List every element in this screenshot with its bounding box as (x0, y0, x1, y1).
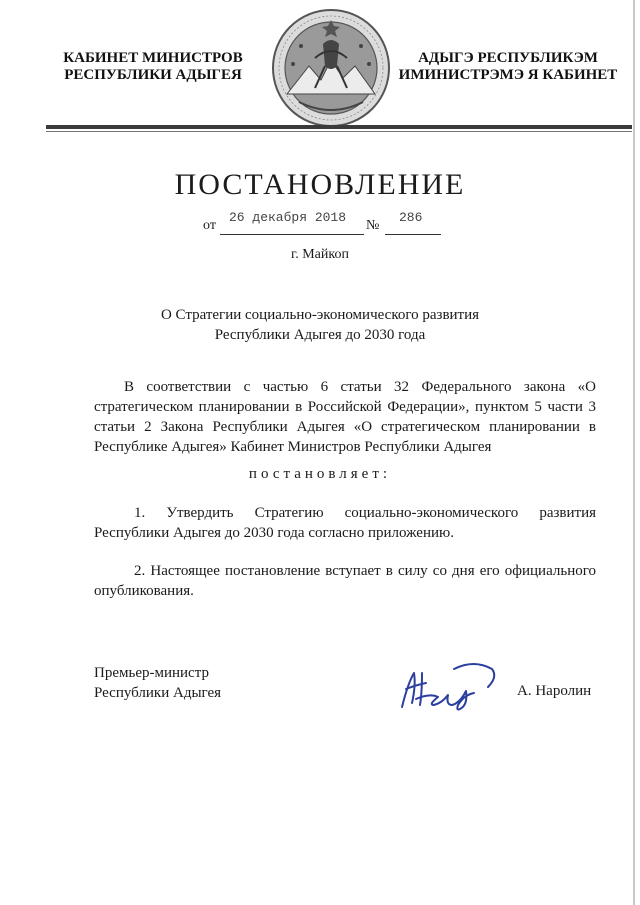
issuer-line: ИМИНИСТРЭМЭ Я КАБИНЕТ (398, 67, 618, 83)
issuer-name-ru (58, 50, 248, 84)
document-number: 286 (399, 210, 423, 225)
date-underline (220, 234, 364, 235)
document-title: ПОСТАНОВЛЕНИЕ (174, 168, 466, 201)
resolves-heading: постановляет: (248, 466, 392, 482)
issuer-line: РЕСПУБЛИКИ АДЫГЕЯ (64, 67, 242, 83)
document-city: г. Майкоп (291, 247, 349, 262)
document-subject (0, 305, 640, 345)
resolution-item: 2. Настоящее постановление вступает в силу со дня его официального опубликования. (94, 563, 596, 599)
number-underline (385, 234, 441, 235)
preamble-paragraph: В соответствии с частью 6 статьи 32 Федерального закона «О стратегическом планировании в Российской Федерации», пунктом 5 части 3 статьи 2 Закона Республики Адыгея «О стратегическом планировании в Республике Адыгея» Кабинет Министров Республики Адыгея (94, 379, 596, 455)
handwritten-signature (396, 659, 500, 717)
number-label: № (366, 218, 380, 233)
coat-of-arms-emblem-icon (269, 6, 393, 130)
issuer-line: АДЫГЭ РЕСПУБЛИКЭМ (418, 50, 598, 66)
position-line: Премьер-министр (94, 665, 209, 681)
signatory-position (94, 663, 221, 703)
subject-line: О Стратегии социально-экономического развития (160, 307, 480, 323)
header-divider (46, 125, 632, 129)
date-label: от (203, 218, 216, 233)
scan-edge (633, 0, 635, 905)
subject-line: Республики Адыгея до 2030 года (214, 327, 426, 343)
issuer-line: КАБИНЕТ МИНИСТРОВ (63, 50, 243, 66)
signatory-name: А. Наролин (517, 683, 592, 699)
document-meta (203, 206, 463, 236)
issuer-name-ady (392, 50, 624, 84)
resolution-item: 1. Утвердить Стратегию социально-экономического развития Республики Адыгея до 2030 года согласно приложению. (94, 505, 596, 541)
position-line: Республики Адыгея (94, 685, 222, 701)
header-divider-thin (46, 131, 632, 132)
document-date: 26 декабря 2018 (229, 210, 347, 225)
